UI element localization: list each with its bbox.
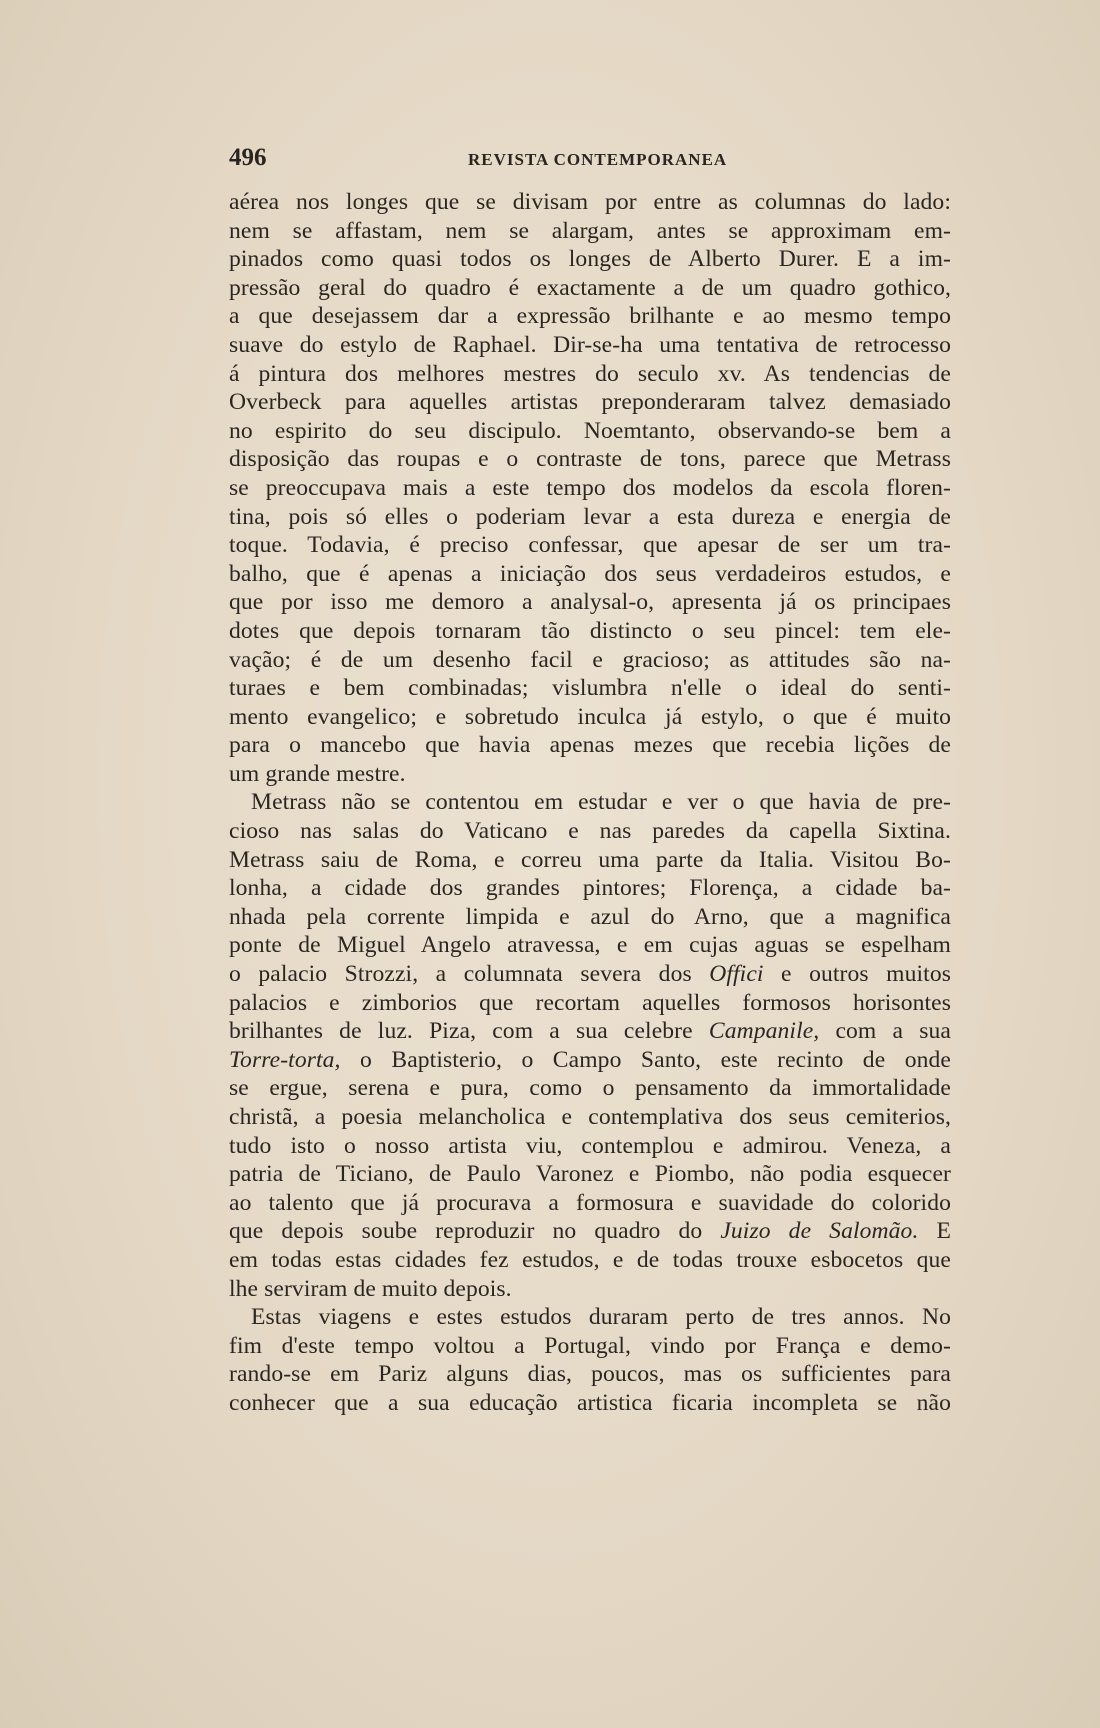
italic-term: Campanile, bbox=[708, 1018, 820, 1045]
italic-term: Juizo de Salomão. bbox=[720, 1218, 919, 1245]
text-line: á pintura dos melhores mestres do seculo xv. As tendencias de bbox=[229, 360, 951, 387]
text-line: balho, que é apenas a iniciação dos seus verdadeiros estudos, e bbox=[229, 560, 951, 587]
text-line: turaes e bem combinadas; vislumbra n'elle o ideal do senti- bbox=[229, 675, 951, 702]
page-number: 496 bbox=[229, 144, 267, 171]
text-line: dotes que depois tornaram tão distincto o seu pincel: tem ele- bbox=[229, 617, 951, 644]
text-line: Overbeck para aquelles artistas preponderaram talvez demasiado bbox=[229, 389, 951, 416]
text-line: Metrass não se contentou em estudar e ver o que havia de pre- bbox=[251, 789, 951, 816]
text-segment: brilhantes de luz. Piza, com a sua celebre bbox=[229, 1018, 709, 1045]
text-line: aérea nos longes que se divisam por entre as columnas do lado: bbox=[229, 189, 951, 215]
text-line: nem se affastam, nem se alargam, antes se approximam em- bbox=[229, 217, 951, 244]
text-line: tina, pois só elles o poderiam levar a esta dureza e energia de bbox=[229, 503, 951, 530]
text-line: que por isso me demoro a analysal-o, apresenta já os principaes bbox=[229, 589, 951, 616]
text-line: disposição das roupas e o contraste de tons, parece que Metrass bbox=[229, 446, 951, 473]
text-line: palacios e zimborios que recortam aquelles formosos horisontes bbox=[229, 989, 951, 1016]
text-line: ponte de Miguel Angelo atravessa, e em cujas aguas se espelham bbox=[229, 932, 951, 959]
text-line bbox=[229, 960, 951, 989]
text-line: pinados como quasi todos os longes de Alberto Durer. E a im- bbox=[229, 246, 951, 273]
text-line: nhada pela corrente limpida e azul do Arno, que a magnifica bbox=[229, 903, 951, 930]
text-line: conhecer que a sua educação artistica ficaria incompleta se não bbox=[229, 1389, 951, 1416]
text-line: Metrass saiu de Roma, e correu uma parte da Italia. Visitou Bo- bbox=[229, 846, 951, 873]
text-segment: o palacio Strozzi, a columnata severa dos bbox=[229, 961, 710, 988]
text-line: a que desejassem dar a expressão brilhante e ao mesmo tempo bbox=[229, 303, 951, 330]
text-line: suave do estylo de Raphael. Dir-se-ha uma tentativa de retrocesso bbox=[229, 331, 951, 358]
text-line: cioso nas salas do Vaticano e nas paredes da capella Sixtina. bbox=[229, 818, 951, 845]
italic-term: Offici bbox=[709, 961, 764, 988]
text-line: pressão geral do quadro é exactamente a de um quadro gothico, bbox=[229, 274, 951, 301]
text-line bbox=[229, 1217, 951, 1246]
text-line: Estas viagens e estes estudos duraram perto de tres annos. No bbox=[251, 1304, 951, 1331]
text-line: se preoccupava mais a este tempo dos modelos da escola floren- bbox=[229, 474, 951, 501]
book-page bbox=[229, 140, 951, 1418]
text-line: toque. Todavia, é preciso confessar, que apesar de ser um tra- bbox=[229, 532, 951, 559]
text-segment: com a sua bbox=[819, 1018, 951, 1045]
text-line: ao talento que já procurava a formosura e suavidade do colorido bbox=[229, 1189, 951, 1216]
text-line bbox=[229, 1046, 951, 1075]
text-segment: que depois soube reproduzir no quadro do bbox=[229, 1218, 721, 1245]
text-segment: E bbox=[918, 1218, 952, 1245]
text-segment: o Baptisterio, o Campo Santo, este recinto de onde bbox=[340, 1046, 951, 1073]
text-line: rando-se em Pariz alguns dias, poucos, mas os sufficientes para bbox=[229, 1361, 951, 1388]
text-line: lhe serviram de muito depois. bbox=[229, 1275, 512, 1302]
text-line: em todas estas cidades fez estudos, e de todas trouxe esbocetos que bbox=[229, 1246, 951, 1273]
text-line bbox=[229, 1017, 951, 1046]
text-line: fim d'este tempo voltou a Portugal, vindo por França e demo- bbox=[229, 1332, 951, 1359]
body-text bbox=[229, 188, 951, 1418]
text-line: patria de Ticiano, de Paulo Varonez e Piombo, não podia esquecer bbox=[229, 1161, 951, 1188]
text-line: para o mancebo que havia apenas mezes que recebia lições de bbox=[229, 732, 951, 759]
italic-term: Torre-torta, bbox=[229, 1046, 341, 1073]
text-line: no espirito do seu discipulo. Noemtanto, observando-se bem a bbox=[229, 417, 951, 444]
text-segment: e outros muitos bbox=[763, 961, 951, 988]
text-line: tudo isto o nosso artista viu, contemplou e admirou. Veneza, a bbox=[229, 1132, 951, 1159]
text-line: um grande mestre. bbox=[229, 760, 406, 787]
running-head bbox=[229, 140, 951, 176]
text-line: christã, a poesia melancholica e contemplativa dos seus cemiterios, bbox=[229, 1104, 951, 1130]
text-line: mento evangelico; e sobretudo inculca já estylo, o que é muito bbox=[229, 703, 951, 730]
text-line: se ergue, serena e pura, como o pensamento da immortalidade bbox=[229, 1075, 951, 1102]
text-line: lonha, a cidade dos grandes pintores; Florença, a cidade ba- bbox=[229, 875, 951, 902]
running-title: REVISTA CONTEMPORANEA bbox=[468, 150, 728, 169]
text-line: vação; é de um desenho facil e gracioso; as attitudes são na- bbox=[229, 646, 951, 673]
